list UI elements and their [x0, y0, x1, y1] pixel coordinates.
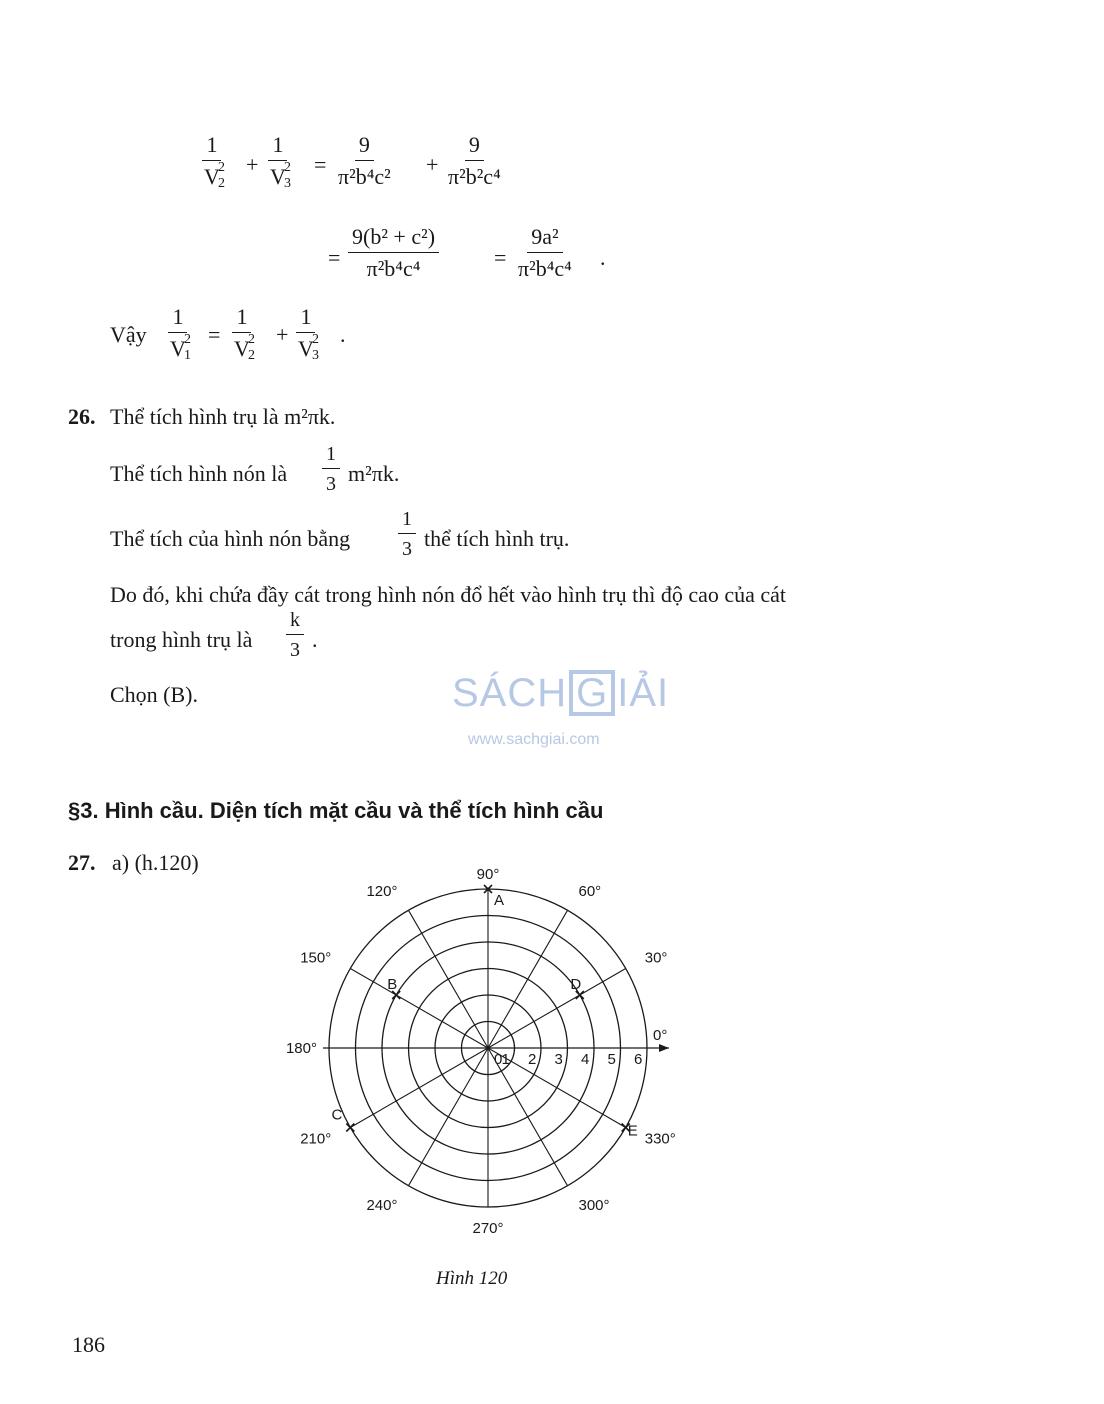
problem-26-line-2-suffix: m²πk. — [348, 461, 400, 486]
problem-26-line-4: Do đó, khi chứa đầy cát trong hình nón đổ hết vào hình trụ thì độ cao của cát — [110, 582, 787, 607]
watermark-logo — [452, 670, 669, 716]
fraction-1-over-v3-squared — [294, 304, 319, 363]
angle-label-90: 90° — [476, 866, 500, 883]
problem-26-number: 26. — [68, 404, 96, 429]
denominator: π²b²c⁴ — [448, 164, 501, 189]
denominator: 3 — [290, 639, 300, 661]
radius-label-6: 6 — [634, 1051, 643, 1068]
answer-choice: Chọn (B). — [110, 682, 198, 707]
page-number: 186 — [72, 1332, 105, 1357]
problem-26-line-2-prefix: Thể tích hình nón là — [110, 461, 288, 486]
numerator: 9a² — [527, 226, 562, 253]
period: . — [600, 245, 606, 270]
numerator: 9 — [355, 134, 374, 161]
fraction-1-over-v3-squared — [266, 132, 291, 191]
angle-label-0: 0° — [653, 1027, 668, 1044]
numerator: 9 — [465, 134, 484, 161]
radial-line-60 — [488, 910, 568, 1048]
point-label-C: C — [331, 1106, 343, 1124]
fraction-one-third — [398, 509, 416, 559]
period: . — [340, 322, 346, 347]
angle-label-330: 330° — [644, 1130, 676, 1148]
problem-26-line-3-prefix: Thể tích của hình nón bằng — [110, 526, 351, 551]
angle-label-300: 300° — [578, 1196, 610, 1214]
radial-line-30 — [488, 969, 626, 1049]
problem-26-line-3-suffix: thể tích hình trụ. — [424, 526, 570, 551]
fraction-1-over-v2-squared — [200, 132, 225, 191]
watermark-brand-box: G — [569, 670, 615, 716]
numerator: 1 — [232, 306, 251, 333]
radial-line-120 — [409, 910, 489, 1048]
equals-sign: = — [314, 152, 327, 177]
angle-label-270: 270° — [472, 1220, 504, 1237]
denominator: 3 — [326, 473, 336, 495]
watermark-brand-left: SÁCH — [452, 671, 568, 715]
denominator: π²b⁴c⁴ — [366, 256, 421, 281]
denominator: 3 — [402, 538, 412, 560]
fraction-one-third — [322, 444, 340, 494]
numerator: 1 — [202, 134, 221, 161]
equals-sign: = — [494, 245, 507, 270]
fraction-9a2 — [514, 226, 576, 280]
radius-label-3: 3 — [554, 1051, 563, 1068]
denominator: π²b⁴c⁴ — [518, 256, 572, 281]
axis-arrow-icon — [659, 1044, 669, 1052]
denominator: V 2 3 — [298, 332, 319, 363]
conclusion-prefix: Vậy — [110, 322, 147, 347]
radial-line-300 — [488, 1048, 568, 1186]
fraction-9-b2-plus-c2 — [348, 226, 439, 280]
numerator: 1 — [296, 306, 315, 333]
denominator: V 2 3 — [270, 160, 291, 191]
radial-line-240 — [409, 1048, 489, 1186]
problem-27-number: 27. — [68, 850, 96, 875]
angle-label-210: 210° — [300, 1130, 332, 1148]
denominator: V 2 1 — [170, 332, 191, 363]
plus-sign: + — [246, 152, 259, 177]
radius-label-5: 5 — [607, 1051, 616, 1068]
fraction-9-over-pi2b4c2 — [334, 134, 395, 188]
fraction-1-over-v1-squared — [166, 304, 191, 363]
denominator: V 2 2 — [234, 332, 255, 363]
radius-label-2: 2 — [528, 1051, 537, 1068]
numerator: 1 — [168, 306, 187, 333]
denominator: V 2 2 — [204, 160, 225, 191]
numerator: 1 — [322, 444, 340, 469]
equals-sign: = — [328, 245, 341, 270]
denominator: π²b⁴c² — [338, 164, 391, 189]
radial-line-210 — [350, 1048, 488, 1128]
period: . — [312, 627, 318, 652]
watermark-url: www.sachgiai.com — [468, 731, 600, 748]
plus-sign: + — [276, 322, 289, 347]
point-label-B: B — [387, 976, 398, 993]
numerator: 1 — [268, 134, 287, 161]
numerator: 1 — [398, 509, 416, 534]
problem-26-line-1: Thể tích hình trụ là m²πk. — [110, 404, 336, 429]
radius-label-4: 4 — [581, 1051, 590, 1068]
watermark-brand-right: IẢI — [617, 671, 670, 715]
numerator: k — [286, 610, 304, 635]
equals-sign: = — [208, 322, 221, 347]
numerator: 9(b² + c²) — [348, 226, 439, 253]
point-label-D: D — [570, 976, 582, 993]
fraction-1-over-v2-squared — [230, 304, 255, 363]
fraction-9-over-pi2b2c4 — [444, 134, 505, 188]
point-label-E: E — [627, 1122, 638, 1140]
angle-label-60: 60° — [578, 883, 602, 901]
polar-coordinate-figure — [260, 850, 700, 1270]
figure-caption: Hình 120 — [436, 1268, 508, 1289]
section-title: §3. Hình cầu. Diện tích mặt cầu và thể tích hình cầu — [68, 798, 604, 823]
angle-label-180: 180° — [285, 1040, 317, 1057]
angle-label-240: 240° — [366, 1196, 398, 1214]
radius-label-1: 1 — [501, 1051, 510, 1068]
point-label-A: A — [494, 892, 505, 909]
plus-sign: + — [426, 152, 439, 177]
fraction-k-over-3 — [286, 610, 304, 660]
problem-27-text: a) (h.120) — [112, 850, 199, 875]
problem-26-line-5-prefix: trong hình trụ là — [110, 627, 253, 652]
angle-label-30: 30° — [644, 949, 668, 967]
angle-label-120: 120° — [366, 883, 398, 901]
angle-label-150: 150° — [300, 949, 332, 967]
radial-line-150 — [350, 969, 488, 1049]
radius-label-0: 0 — [494, 1051, 503, 1068]
